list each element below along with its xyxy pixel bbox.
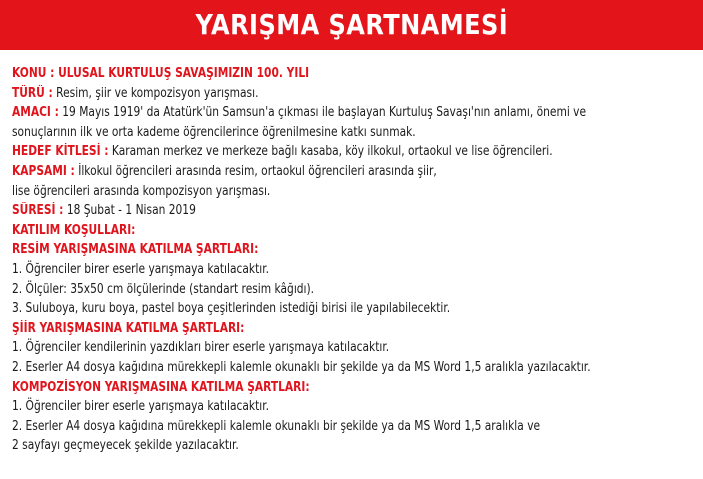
katilim-label: KATILIM KOŞULLARI: [12,222,136,238]
resim-label: RESİM YARIŞMASINA KATILMA ŞARTLARI: [12,242,259,258]
siir-item-2: 2. Eserler A4 dosya kağıdına mürekkepli kalemle okunaklı bir şekilde ya da MS Word 1,5 aralıkla yazılacaktır. [12,359,591,375]
specification-document [12,64,700,456]
siir-item-1: 1. Öğrenciler kendilerinin yazdıkları birer eserle yarışmaya katılacaktır. [12,340,390,356]
turu-text: Resim, şiir ve kompozisyon yarışması. [52,85,259,101]
turu-line [12,84,576,104]
list-item [12,436,576,456]
title-banner [0,0,703,50]
amaci-continuation [12,123,576,143]
resim-item-3: 3. Suluboya, kuru boya, pastel boya çeşitlerinden istediği birisi ile yapılabilecektir. [12,301,451,317]
amaci-label: AMACI : [12,105,59,121]
resim-item-2: 2. Ölçüler: 35x50 cm ölçülerinde (standart resim kâğıdı). [12,281,315,297]
kompozisyon-label: KOMPOZİSYON YARIŞMASINA KATILMA ŞARTLARI: [12,379,310,395]
suresi-text: 18 Şubat - 1 Nisan 2019 [63,203,196,219]
resim-heading [12,240,576,260]
hedef-line [12,142,576,162]
list-item [12,397,576,417]
turu-label: TÜRÜ : [12,85,53,101]
katilim-heading [12,221,576,241]
hedef-text: Karaman merkez ve merkeze bağlı kasaba, köy ilkokul, ortaokul ve lise öğrencileri. [108,144,553,160]
kompozisyon-item-3: 2 sayfayı geçmeyecek şekilde yazılacaktır. [12,438,239,454]
list-item [12,417,576,437]
amaci-text: 19 Mayıs 1919' da Atatürk'ün Samsun'a çıkması ile başlayan Kurtuluş Savaşı'nın anlamı, önemi ve [58,105,587,121]
kapsami-continuation [12,182,576,202]
kompozisyon-item-2: 2. Eserler A4 dosya kağıdına mürekkepli kalemle okunaklı bir şekilde ya da MS Word 1,5 aralıkla ve [12,418,541,434]
kompozisyon-item-1: 1. Öğrenciler birer eserle yarışmaya katılacaktır. [12,399,270,415]
kapsami-text: İlkokul öğrencileri arasında resim, ortaokul öğrencileri arasında şiir, [74,163,437,179]
list-item [12,338,576,358]
amaci-line [12,103,587,123]
resim-item-1: 1. Öğrenciler birer eserle yarışmaya katılacaktır. [12,261,270,277]
hedef-label: HEDEF KİTLESİ : [12,144,109,160]
kapsami-line [12,162,576,182]
list-item [12,358,591,378]
kapsami-text-continued: lise öğrencileri arasında kompozisyon yarışması. [12,183,271,199]
siir-label: ŞİİR YARIŞMASINA KATILMA ŞARTLARI: [12,320,245,336]
suresi-line [12,201,576,221]
page-title: YARIŞMA ŞARTNAMESİ [195,8,508,41]
suresi-label: SÜRESİ : [12,203,64,219]
list-item [12,260,576,280]
konu-label: KONU : ULUSAL KURTULUŞ SAVAŞIMIZIN 100. YILI [12,66,310,81]
siir-heading [12,319,576,339]
amaci-text-continued: sonuçlarının ilk ve orta kademe öğrencilerince öğrenilmesine katkı sunmak. [12,124,416,140]
list-item [12,280,576,300]
kompozisyon-heading [12,378,576,398]
list-item [12,299,576,319]
konu-line [12,64,576,84]
kapsami-label: KAPSAMI : [12,163,75,179]
